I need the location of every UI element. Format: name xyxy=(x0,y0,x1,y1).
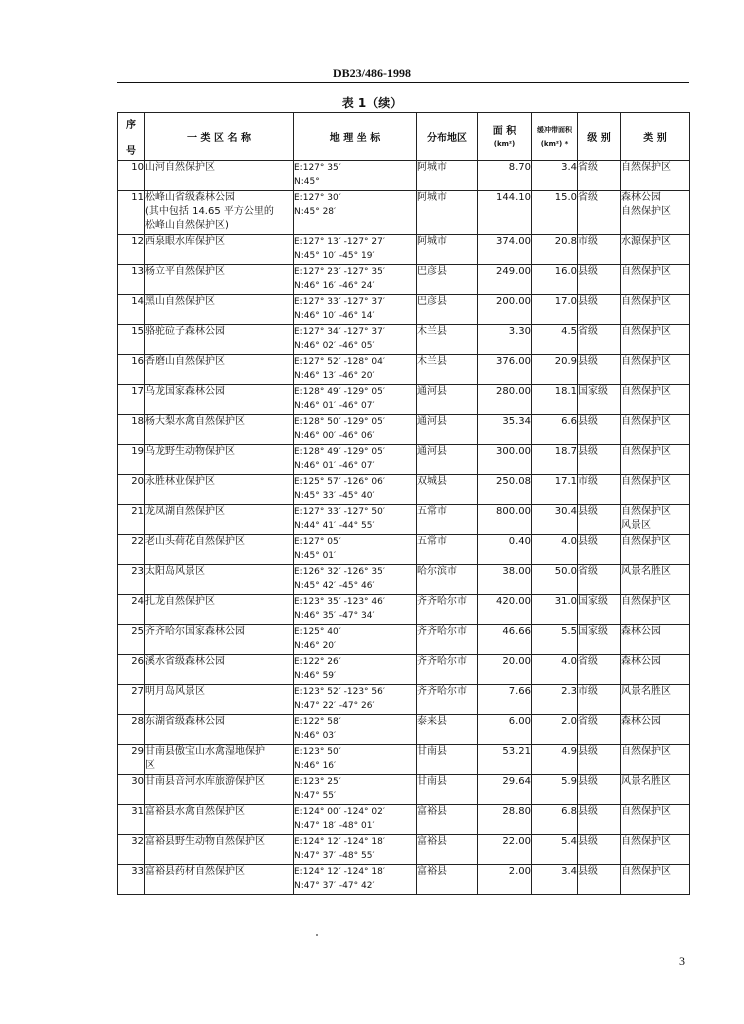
cell-buffer-value: 20.9 xyxy=(532,355,578,385)
table-row xyxy=(118,325,690,355)
cell-region: 富裕县 xyxy=(417,805,478,835)
table-row xyxy=(118,475,690,505)
cell-row-number: 11 xyxy=(118,191,145,235)
cell-row-number: 24 xyxy=(118,595,145,625)
cell-coordinates: E:127° 23′ -127° 35′ N:46° 16′ -46° 24′ xyxy=(294,265,417,295)
cell-region: 齐齐哈尔市 xyxy=(417,595,478,625)
cell-region: 五常市 xyxy=(417,505,478,535)
cell-category: 森林公园 xyxy=(621,625,690,655)
cell-category: 自然保护区 xyxy=(621,265,690,295)
cell-coordinates: E:124° 12′ -124° 18′ N:47° 37′ -48° 55′ xyxy=(294,835,417,865)
cell-coordinates: E:127° 33′ -127° 50′ N:44° 41′ -44° 55′ xyxy=(294,505,417,535)
header-buffer-unit: (km²) * xyxy=(540,139,569,148)
cell-area-value: 35.34 xyxy=(478,415,532,445)
cell-area-value: 420.00 xyxy=(478,595,532,625)
cell-row-number: 16 xyxy=(118,355,145,385)
cell-region: 巴彦县 xyxy=(417,295,478,325)
cell-region: 甘南县 xyxy=(417,745,478,775)
cell-area-value: 7.66 xyxy=(478,685,532,715)
cell-buffer-value: 16.0 xyxy=(532,265,578,295)
cell-category: 水源保护区 xyxy=(621,235,690,265)
cell-area-value: 20.00 xyxy=(478,655,532,685)
header-area xyxy=(478,113,532,161)
cell-buffer-value: 18.1 xyxy=(532,385,578,415)
cell-level: 市级 xyxy=(578,235,621,265)
table-row xyxy=(118,865,690,895)
cell-coordinates: E:127° 05′ N:45° 01′ xyxy=(294,535,417,565)
cell-area-name: 山河自然保护区 xyxy=(145,161,294,191)
cell-level: 省级 xyxy=(578,325,621,355)
cell-area-value: 200.00 xyxy=(478,295,532,325)
cell-row-number: 33 xyxy=(118,865,145,895)
cell-category: 自然保护区 xyxy=(621,415,690,445)
cell-row-number: 12 xyxy=(118,235,145,265)
stray-mark xyxy=(316,934,318,936)
cell-area-name: 黑山自然保护区 xyxy=(145,295,294,325)
cell-buffer-value: 20.8 xyxy=(532,235,578,265)
cell-area-name: 老山头荷花自然保护区 xyxy=(145,535,294,565)
cell-area-value: 374.00 xyxy=(478,235,532,265)
cell-row-number: 20 xyxy=(118,475,145,505)
table-row xyxy=(118,655,690,685)
cell-category: 自然保护区 xyxy=(621,865,690,895)
cell-area-value: 0.40 xyxy=(478,535,532,565)
cell-area-name: 骆驼砬子森林公园 xyxy=(145,325,294,355)
cell-area-name: 齐齐哈尔国家森林公园 xyxy=(145,625,294,655)
header-area-unit: (km²) xyxy=(493,140,516,148)
cell-coordinates: E:123° 50′ N:46° 16′ xyxy=(294,745,417,775)
cell-region: 木兰县 xyxy=(417,325,478,355)
table-caption: 表 1（续） xyxy=(341,96,403,110)
cell-area-value: 800.00 xyxy=(478,505,532,535)
table-row xyxy=(118,415,690,445)
header-region: 分布地区 xyxy=(417,113,478,161)
cell-buffer-value: 18.7 xyxy=(532,445,578,475)
cell-coordinates: E:127° 30′ N:45° 28′ xyxy=(294,191,417,235)
cell-area-name: 富裕县野生动物自然保护区 xyxy=(145,835,294,865)
cell-buffer-value: 30.4 xyxy=(532,505,578,535)
cell-area-name: 松峰山省级森林公园 (其中包括 14.65 平方公里的 松峰山自然保护区) xyxy=(145,191,294,235)
header-category: 类 别 xyxy=(621,113,690,161)
cell-buffer-value: 4.9 xyxy=(532,745,578,775)
table-row xyxy=(118,445,690,475)
cell-coordinates: E:127° 33′ -127° 37′ N:46° 10′ -46° 14′ xyxy=(294,295,417,325)
cell-buffer-value: 6.6 xyxy=(532,415,578,445)
cell-level: 县级 xyxy=(578,295,621,325)
cell-row-number: 30 xyxy=(118,775,145,805)
cell-coordinates: E:124° 12′ -124° 18′ N:47° 37′ -47° 42′ xyxy=(294,865,417,895)
cell-level: 市级 xyxy=(578,685,621,715)
cell-row-number: 32 xyxy=(118,835,145,865)
cell-row-number: 19 xyxy=(118,445,145,475)
cell-row-number: 23 xyxy=(118,565,145,595)
cell-region: 双城县 xyxy=(417,475,478,505)
cell-level: 县级 xyxy=(578,415,621,445)
cell-coordinates: E:123° 25′ N:47° 55′ xyxy=(294,775,417,805)
cell-row-number: 17 xyxy=(118,385,145,415)
cell-level: 国家级 xyxy=(578,625,621,655)
cell-coordinates: E:123° 35′ -123° 46′ N:46° 35′ -47° 34′ xyxy=(294,595,417,625)
cell-row-number: 13 xyxy=(118,265,145,295)
page-number: 3 xyxy=(679,954,685,968)
cell-area-name: 富裕县药材自然保护区 xyxy=(145,865,294,895)
cell-row-number: 28 xyxy=(118,715,145,745)
cell-category: 自然保护区 xyxy=(621,325,690,355)
cell-buffer-value: 17.1 xyxy=(532,475,578,505)
table-row xyxy=(118,385,690,415)
cell-buffer-value: 3.4 xyxy=(532,865,578,895)
cell-area-name: 杨大梨水禽自然保护区 xyxy=(145,415,294,445)
cell-coordinates: E:122° 58′ N:46° 03′ xyxy=(294,715,417,745)
cell-coordinates: E:127° 13′ -127° 27′ N:45° 10′ -45° 19′ xyxy=(294,235,417,265)
cell-region: 泰来县 xyxy=(417,715,478,745)
cell-category: 风景名胜区 xyxy=(621,565,690,595)
cell-area-value: 38.00 xyxy=(478,565,532,595)
cell-level: 省级 xyxy=(578,191,621,235)
cell-level: 县级 xyxy=(578,535,621,565)
cell-coordinates: E:125° 40′ N:46° 20′ xyxy=(294,625,417,655)
header-area-label: 面 积 xyxy=(492,126,517,137)
cell-region: 齐齐哈尔市 xyxy=(417,685,478,715)
header-rule xyxy=(117,82,689,83)
cell-category: 自然保护区 xyxy=(621,745,690,775)
table-row xyxy=(118,775,690,805)
cell-category: 自然保护区 xyxy=(621,805,690,835)
cell-region: 阿城市 xyxy=(417,161,478,191)
cell-row-number: 26 xyxy=(118,655,145,685)
cell-level: 县级 xyxy=(578,505,621,535)
cell-region: 阿城市 xyxy=(417,235,478,265)
cell-area-name: 太阳岛风景区 xyxy=(145,565,294,595)
cell-row-number: 27 xyxy=(118,685,145,715)
cell-area-value: 300.00 xyxy=(478,445,532,475)
cell-category: 自然保护区 xyxy=(621,835,690,865)
cell-category: 自然保护区 xyxy=(621,295,690,325)
table-row xyxy=(118,295,690,325)
cell-coordinates: E:127° 52′ -128° 04′ N:46° 13′ -46° 20′ xyxy=(294,355,417,385)
cell-row-number: 14 xyxy=(118,295,145,325)
cell-buffer-value: 4.5 xyxy=(532,325,578,355)
header-buffer xyxy=(532,113,578,161)
cell-area-name: 富裕县水禽自然保护区 xyxy=(145,805,294,835)
cell-region: 阿城市 xyxy=(417,191,478,235)
cell-category: 自然保护区 xyxy=(621,445,690,475)
cell-area-name: 龙凤湖自然保护区 xyxy=(145,505,294,535)
cell-category: 森林公园 xyxy=(621,655,690,685)
header-seq-bottom: 号 xyxy=(126,146,136,157)
cell-area-name: 甘南县音河水库旅游保护区 xyxy=(145,775,294,805)
table-row xyxy=(118,505,690,535)
cell-area-name: 杨立平自然保护区 xyxy=(145,265,294,295)
cell-level: 市级 xyxy=(578,475,621,505)
cell-region: 通河县 xyxy=(417,385,478,415)
cell-level: 县级 xyxy=(578,835,621,865)
cell-coordinates: E:128° 49′ -129° 05′ N:46° 01′ -46° 07′ xyxy=(294,445,417,475)
cell-category: 风景名胜区 xyxy=(621,685,690,715)
cell-buffer-value: 31.0 xyxy=(532,595,578,625)
table-row xyxy=(118,265,690,295)
cell-coordinates: E:127° 35′ N:45° xyxy=(294,161,417,191)
cell-buffer-value: 3.4 xyxy=(532,161,578,191)
cell-coordinates: E:122° 26′ N:46° 59′ xyxy=(294,655,417,685)
cell-coordinates: E:124° 00′ -124° 02′ N:47° 18′ -48° 01′ xyxy=(294,805,417,835)
table-row xyxy=(118,191,690,235)
cell-level: 省级 xyxy=(578,655,621,685)
table-row xyxy=(118,835,690,865)
cell-region: 齐齐哈尔市 xyxy=(417,655,478,685)
cell-coordinates: E:126° 32′ -126° 35′ N:45° 42′ -45° 46′ xyxy=(294,565,417,595)
cell-category: 森林公园 自然保护区 xyxy=(621,191,690,235)
cell-coordinates: E:123° 52′ -123° 56′ N:47° 22′ -47° 26′ xyxy=(294,685,417,715)
cell-level: 省级 xyxy=(578,565,621,595)
header-seq xyxy=(118,113,145,161)
cell-region: 通河县 xyxy=(417,445,478,475)
cell-buffer-value: 2.3 xyxy=(532,685,578,715)
table-row xyxy=(118,235,690,265)
cell-level: 国家级 xyxy=(578,385,621,415)
cell-area-name: 溪水省级森林公园 xyxy=(145,655,294,685)
cell-row-number: 22 xyxy=(118,535,145,565)
cell-row-number: 25 xyxy=(118,625,145,655)
cell-area-value: 2.00 xyxy=(478,865,532,895)
table-row xyxy=(118,685,690,715)
cell-level: 县级 xyxy=(578,865,621,895)
cell-area-name: 明月岛风景区 xyxy=(145,685,294,715)
cell-area-name: 扎龙自然保护区 xyxy=(145,595,294,625)
cell-region: 通河县 xyxy=(417,415,478,445)
cell-buffer-value: 5.4 xyxy=(532,835,578,865)
cell-level: 省级 xyxy=(578,715,621,745)
table-row xyxy=(118,595,690,625)
header-buffer-label: 缓冲带面积 xyxy=(537,125,572,134)
cell-buffer-value: 5.9 xyxy=(532,775,578,805)
cell-category: 自然保护区 xyxy=(621,385,690,415)
cell-category: 自然保护区 xyxy=(621,475,690,505)
cell-region: 甘南县 xyxy=(417,775,478,805)
cell-buffer-value: 6.8 xyxy=(532,805,578,835)
cell-level: 国家级 xyxy=(578,595,621,625)
cell-area-value: 8.70 xyxy=(478,161,532,191)
header-seq-top: 序 xyxy=(126,120,136,131)
cell-category: 风景名胜区 xyxy=(621,775,690,805)
protected-areas-table xyxy=(117,112,690,895)
cell-category: 自然保护区 xyxy=(621,535,690,565)
cell-level: 县级 xyxy=(578,265,621,295)
table-row xyxy=(118,805,690,835)
cell-area-name: 东湖省级森林公园 xyxy=(145,715,294,745)
cell-area-name: 乌龙野生动物保护区 xyxy=(145,445,294,475)
cell-level: 县级 xyxy=(578,445,621,475)
cell-area-value: 6.00 xyxy=(478,715,532,745)
table-row xyxy=(118,625,690,655)
cell-area-name: 香磨山自然保护区 xyxy=(145,355,294,385)
cell-area-value: 280.00 xyxy=(478,385,532,415)
header-row xyxy=(118,113,690,161)
cell-row-number: 29 xyxy=(118,745,145,775)
cell-area-value: 376.00 xyxy=(478,355,532,385)
cell-buffer-value: 17.0 xyxy=(532,295,578,325)
cell-area-name: 西泉眼水库保护区 xyxy=(145,235,294,265)
cell-category: 自然保护区 xyxy=(621,355,690,385)
cell-buffer-value: 50.0 xyxy=(532,565,578,595)
cell-level: 县级 xyxy=(578,775,621,805)
header-level: 级 别 xyxy=(578,113,621,161)
cell-row-number: 18 xyxy=(118,415,145,445)
cell-coordinates: E:128° 49′ -129° 05′ N:46° 01′ -46° 07′ xyxy=(294,385,417,415)
cell-area-value: 144.10 xyxy=(478,191,532,235)
cell-coordinates: E:127° 34′ -127° 37′ N:46° 02′ -46° 05′ xyxy=(294,325,417,355)
cell-area-value: 53.21 xyxy=(478,745,532,775)
cell-row-number: 31 xyxy=(118,805,145,835)
cell-area-name: 永胜林业保护区 xyxy=(145,475,294,505)
cell-area-value: 3.30 xyxy=(478,325,532,355)
cell-level: 县级 xyxy=(578,805,621,835)
cell-buffer-value: 15.0 xyxy=(532,191,578,235)
cell-buffer-value: 4.0 xyxy=(532,535,578,565)
cell-row-number: 21 xyxy=(118,505,145,535)
cell-category: 自然保护区 xyxy=(621,161,690,191)
cell-region: 富裕县 xyxy=(417,865,478,895)
table-row xyxy=(118,161,690,191)
cell-level: 县级 xyxy=(578,355,621,385)
document-id: DB23/486-1998 xyxy=(333,66,411,80)
cell-area-value: 29.64 xyxy=(478,775,532,805)
cell-area-value: 249.00 xyxy=(478,265,532,295)
cell-region: 哈尔滨市 xyxy=(417,565,478,595)
cell-category: 自然保护区 xyxy=(621,595,690,625)
cell-coordinates: E:125° 57′ -126° 06′ N:45° 33′ -45° 40′ xyxy=(294,475,417,505)
cell-area-name: 甘南县傲宝山水禽湿地保护 区 xyxy=(145,745,294,775)
cell-area-value: 250.08 xyxy=(478,475,532,505)
cell-coordinates: E:128° 50′ -129° 05′ N:46° 00′ -46° 06′ xyxy=(294,415,417,445)
cell-level: 省级 xyxy=(578,161,621,191)
cell-buffer-value: 2.0 xyxy=(532,715,578,745)
table-row xyxy=(118,535,690,565)
cell-area-name: 乌龙国家森林公园 xyxy=(145,385,294,415)
cell-region: 木兰县 xyxy=(417,355,478,385)
cell-row-number: 15 xyxy=(118,325,145,355)
header-coord: 地 理 坐 标 xyxy=(294,113,417,161)
table-row xyxy=(118,745,690,775)
cell-area-value: 46.66 xyxy=(478,625,532,655)
cell-row-number: 10 xyxy=(118,161,145,191)
cell-region: 五常市 xyxy=(417,535,478,565)
table-row xyxy=(118,355,690,385)
cell-area-value: 28.80 xyxy=(478,805,532,835)
table-row xyxy=(118,715,690,745)
cell-buffer-value: 5.5 xyxy=(532,625,578,655)
cell-buffer-value: 4.0 xyxy=(532,655,578,685)
cell-region: 齐齐哈尔市 xyxy=(417,625,478,655)
header-name: 一 类 区 名 称 xyxy=(145,113,294,161)
table-row xyxy=(118,565,690,595)
cell-category: 森林公园 xyxy=(621,715,690,745)
cell-area-value: 22.00 xyxy=(478,835,532,865)
cell-region: 富裕县 xyxy=(417,835,478,865)
cell-region: 巴彦县 xyxy=(417,265,478,295)
cell-category: 自然保护区 风景区 xyxy=(621,505,690,535)
cell-level: 县级 xyxy=(578,745,621,775)
